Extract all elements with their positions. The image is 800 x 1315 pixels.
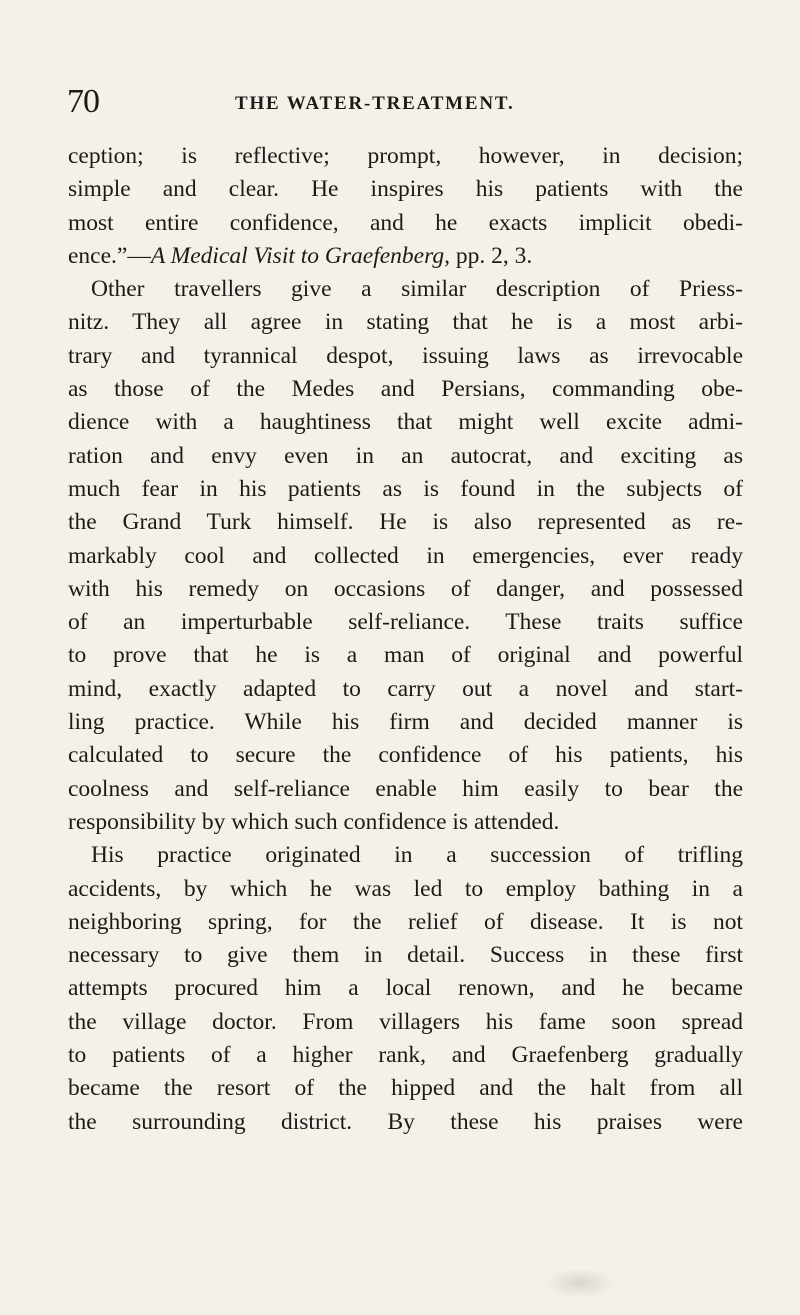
paper-smudge [545, 1268, 615, 1298]
text-line: coolness and self-reliance enable him easily to bear the [68, 775, 743, 802]
text-line: ling practice. While his firm and decided manner is [68, 709, 743, 736]
text-line: to patients of a higher rank, and Graefenberg gradually [68, 1042, 743, 1069]
text-line: Other travellers give a similar description of Priess- [91, 276, 743, 303]
running-title: THE WATER-TREATMENT. [235, 93, 515, 114]
citation-line [68, 240, 743, 273]
page-number: 70 [67, 83, 99, 120]
text-line: of an imperturbable self-reliance. These traits suffice [68, 609, 743, 636]
text-line: the surrounding district. By these his praises were [68, 1108, 743, 1135]
text-line: accidents, by which he was led to employ bathing in a [68, 875, 743, 902]
text-line: attempts procured him a local renown, and he became [68, 975, 743, 1002]
text-line: trary and tyrannical despot, issuing laws as irrevocable [68, 342, 743, 369]
text-line: ration and envy even in an autocrat, and exciting as [68, 442, 743, 469]
text-line: nitz. They all agree in stating that he is a most arbi- [68, 309, 743, 336]
citation-pages: pp. 2, 3. [450, 242, 533, 269]
text-line: the village doctor. From villagers his fame soon spread [68, 1008, 743, 1035]
citation-pre: ence.”— [68, 242, 151, 269]
text-line: dience with a haughtiness that might well excite admi- [68, 409, 743, 436]
text-line: calculated to secure the confidence of his patients, his [68, 742, 743, 769]
text-line: simple and clear. He inspires his patients with the [68, 176, 743, 203]
text-line: markably cool and collected in emergencies, ever ready [68, 542, 743, 569]
text-line: most entire confidence, and he exacts implicit obedi- [68, 209, 743, 236]
body-text [68, 140, 743, 1139]
text-line: His practice originated in a succession of trifling [91, 842, 743, 869]
text-line: neighboring spring, for the relief of disease. It is not [68, 908, 743, 935]
page-header [67, 82, 747, 122]
text-line: necessary to give them in detail. Success in these first [68, 942, 743, 969]
text-line: as those of the Medes and Persians, commanding obe- [68, 376, 743, 403]
citation-title: A Medical Visit to Graefenberg, [150, 242, 450, 269]
text-line: the Grand Turk himself. He is also represented as re- [68, 509, 743, 536]
text-line: responsibility by which such confidence is attended. [68, 808, 560, 835]
text-line: became the resort of the hipped and the halt from all [68, 1075, 743, 1102]
text-line: with his remedy on occasions of danger, and possessed [68, 575, 743, 602]
text-line: ception; is reflective; prompt, however, in decision; [68, 143, 743, 169]
text-line: mind, exactly adapted to carry out a novel and start- [68, 675, 743, 702]
text-line: much fear in his patients as is found in the subjects of [68, 475, 743, 502]
text-line: to prove that he is a man of original and powerful [68, 642, 743, 669]
